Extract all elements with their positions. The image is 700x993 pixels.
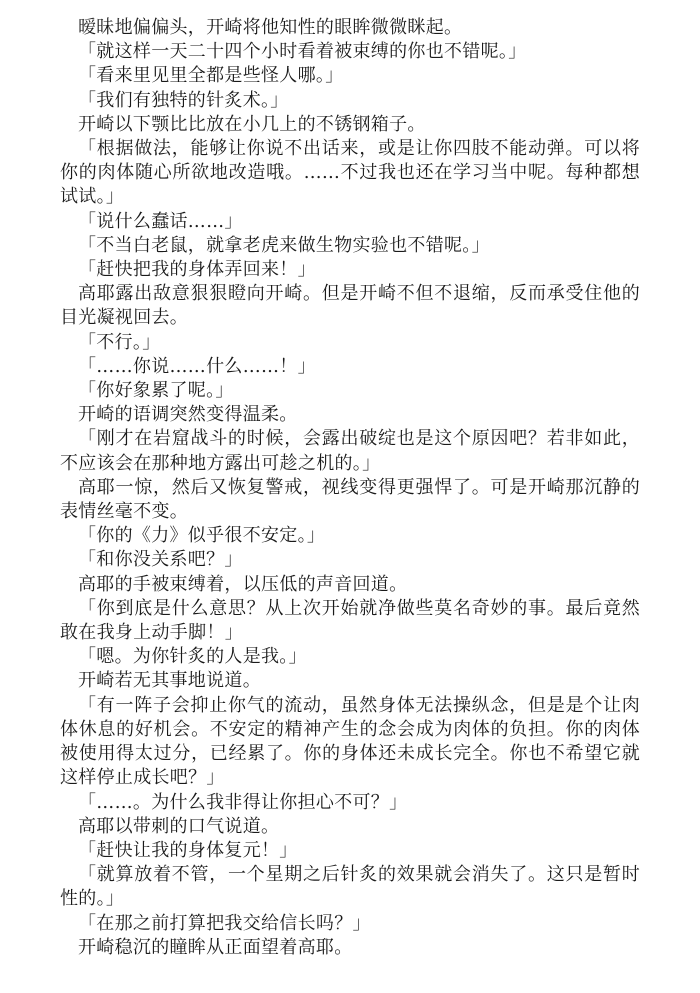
paragraph: 「刚才在岩窟战斗的时候，会露出破绽也是这个原因吧？若非如此，不应该会在那种地方露出可趁之机的。」: [60, 428, 640, 474]
paragraph: 「你好象累了呢。」: [78, 380, 234, 402]
paragraph: 「不当白老鼠，就拿老虎来做生物实验也不错呢。」: [78, 234, 490, 256]
paragraph: 「就这样一天二十四个小时看着被束缚的你也不错呢。」: [78, 41, 527, 63]
paragraph: 高耶的手被束缚着，以压低的声音回道。: [78, 573, 408, 595]
paragraph: 「不行。」: [78, 331, 161, 353]
paragraph: 开崎以下颚比比放在小几上的不锈钢箱子。: [78, 113, 426, 135]
paragraph: 开崎若无其事地说道。: [78, 670, 261, 692]
paragraph: 「有一阵子会抑止你气的流动，虽然身体无法操纵念，但是是个让肉体休息的好机会。不安定的精神产生的念会成为肉体的负担。你的肉体被使用得太过分，已经累了。你的身体还未成长完全。你也不希望它就这样停止成长吧？」: [60, 694, 640, 789]
paragraph: 「……。为什么我非得让你担心不可？」: [78, 791, 408, 813]
paragraph: 高耶以带刺的口气说道。: [78, 815, 280, 837]
paragraph: 「就算放着不管，一个星期之后针炙的效果就会消失了。这只是暂时性的。」: [60, 864, 640, 910]
paragraph: 开崎的语调突然变得温柔。: [78, 404, 298, 426]
paragraph: 「说什么蠢话……」: [78, 210, 243, 232]
paragraph: 「……你说……什么……！」: [78, 355, 316, 377]
paragraph: 暧昧地偏偏头，开崎将他知性的眼眸微微眯起。: [78, 17, 463, 38]
paragraph: 「在那之前打算把我交给信长吗？」: [78, 912, 371, 934]
paragraph: 高耶露出敌意狠狠瞪向开崎。但是开崎不但不退缩，反而承受住他的目光凝视回去。: [60, 283, 640, 329]
paragraph: 「你的《力》似乎很不安定。」: [78, 525, 326, 547]
paragraph: 「赶快让我的身体复元！」: [78, 839, 298, 861]
paragraph: 「和你没关系吧？」: [78, 549, 243, 571]
document-page: [60, 16, 640, 960]
paragraph: 「赶快把我的身体弄回来！」: [78, 259, 316, 281]
paragraph: 高耶一惊，然后又恢复警戒，视线变得更强悍了。可是开崎那沉静的表情丝毫不变。: [60, 476, 640, 523]
paragraph: 「你到底是什么意思？从上次开始就净做些莫名奇妙的事。最后竟然敢在我身上动手脚！」: [60, 597, 640, 644]
paragraph: 开崎稳沉的瞳眸从正面望着高耶。: [78, 936, 353, 958]
paragraph: 「根据做法，能够让你说不出话来，或是让你四肢不能动弹。可以将你的肉体随心所欲地改造哦。……不过我也还在学习当中呢。每种都想试试。」: [60, 138, 640, 208]
paragraph: 「看来里见里全都是些怪人哪。」: [78, 65, 344, 87]
paragraph: 「嗯。为你针炙的人是我。」: [78, 646, 307, 668]
paragraph: 「我们有独特的针炙术。」: [78, 89, 289, 111]
